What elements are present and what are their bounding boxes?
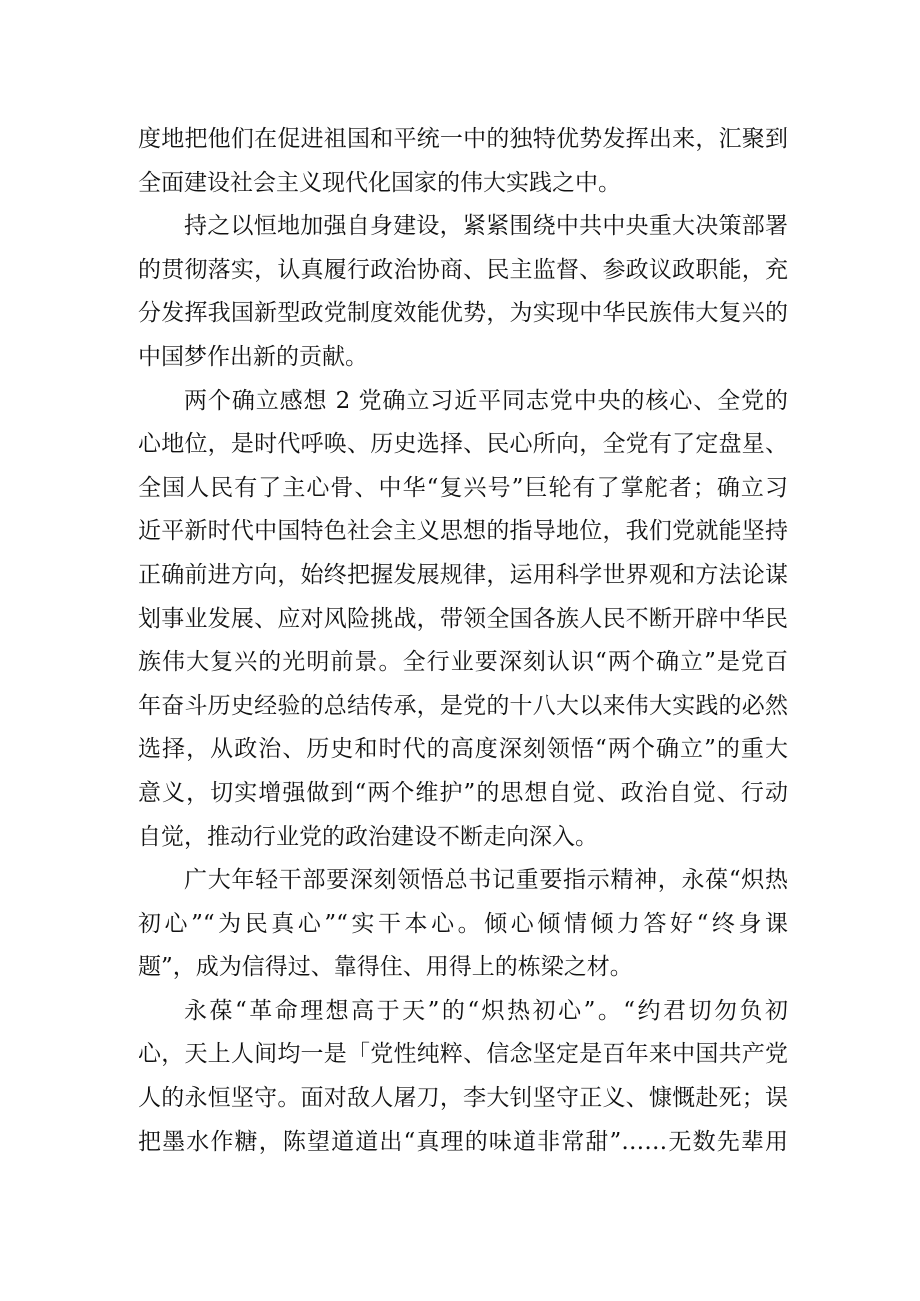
text-line: 分发挥我国新型政党制度效能优势，为实现中华民族伟大复兴的 <box>138 300 788 327</box>
text-line: 年奋斗历史经验的总结传承，是党的十八大以来伟大实践的必然 <box>138 692 788 719</box>
text-line: 划事业发展、应对风险挑战，带领全国各族人民不断开辟中华民 <box>138 605 788 632</box>
text-line: 全面建设社会主义现代化国家的伟大实践之中。 <box>138 169 621 196</box>
text-line: 意义，切实增强做到“两个维护”的思想自觉、政治自觉、行动 <box>138 779 788 806</box>
text-line: 度地把他们在促进祖国和平统一中的独特优势发挥出来，汇聚到 <box>138 126 788 152</box>
text-line: 近平新时代中国特色社会主义思想的指导地位，我们党就能坚持 <box>138 518 788 545</box>
text-line: 自觉，推动行业党的政治建设不断走向深入。 <box>138 823 598 850</box>
text-line: 题”，成为信得过、靠得住、用得上的栋梁之材。 <box>138 954 633 981</box>
text-line: 两个确立感想 2 党确立习近平同志党中央的核心、全党的 <box>184 387 788 414</box>
document-body-text <box>138 118 788 1164</box>
text-line: 族伟大复兴的光明前景。全行业要深刻认识“两个确立”是党百 <box>138 649 788 676</box>
text-line: 全国人民有了主心骨、中华“复兴号”巨轮有了掌舵者；确立习 <box>138 474 788 501</box>
text-line: 广大年轻干部要深刻领悟总书记重要指示精神，永葆“炽热 <box>184 867 788 894</box>
text-line: 心地位，是时代呼唤、历史选择、民心所向，全党有了定盘星、 <box>138 431 788 458</box>
text-line: 中国梦作出新的贡献。 <box>138 343 368 370</box>
text-line: 持之以恒地加强自身建设，紧紧围绕中共中央重大决策部署 <box>184 213 788 240</box>
text-line: 把墨水作糖，陈望道道出“真理的味道非常甜”……无数先辈用 <box>138 1128 788 1155</box>
text-line: 选择，从政治、历史和时代的高度深刻领悟“两个确立”的重大 <box>138 736 788 763</box>
text-line: 的贯彻落实，认真履行政治协商、民主监督、参政议政职能，充 <box>138 256 788 283</box>
text-line: 人的永恒坚守。面对敌人屠刀，李大钊坚守正义、慷慨赴死；误 <box>138 1085 788 1112</box>
text-line: 心，天上人间均一是「党性纯粹、信念坚定是百年来中国共产党 <box>138 1041 788 1068</box>
text-line: 正确前进方向，始终把握发展规律，运用科学世界观和方法论谋 <box>138 561 788 588</box>
text-line: 永葆“革命理想高于天”的“炽热初心”。“约君切勿负初 <box>184 997 788 1024</box>
text-line: 初心”“为民真心”“实干本心。倾心倾情倾力答好“终身课 <box>138 910 788 937</box>
